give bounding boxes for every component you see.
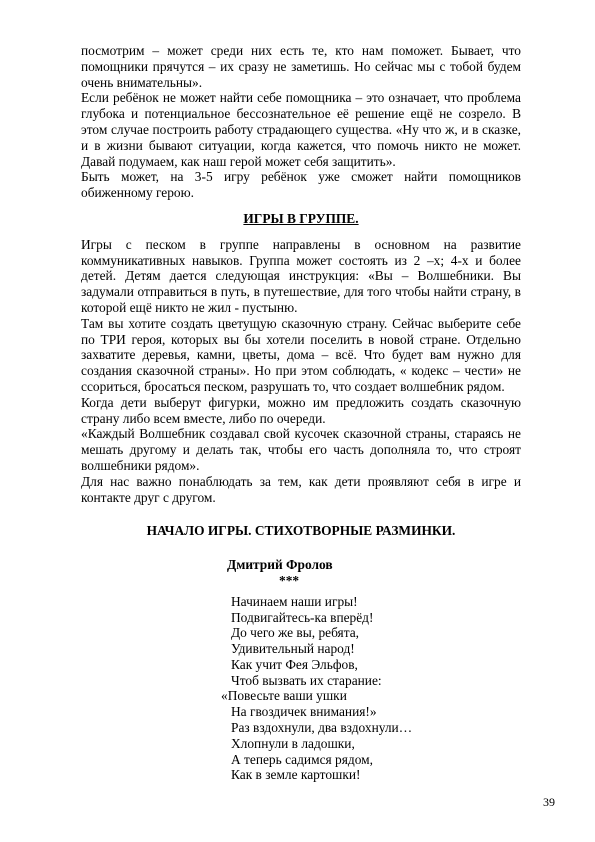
- poem-line: А теперь садимся рядом,: [231, 751, 373, 767]
- poem-line: Как в земле картошки!: [231, 767, 361, 783]
- page-number: 39: [543, 795, 555, 809]
- paragraph: Игры с песком в группе направлены в основном на развитие коммуникативных навыков. Группа может состоять из 2 –х; 4-х и более детей. Детям дается следующая инструкция: «Вы – Волшебники. Вы задумали отправиться в путь, в путешествие, для того чтобы найти страну, в которой ещё никто не жил - пустыню.: [81, 236, 521, 315]
- poem-line: Хлопнули в ладошки,: [231, 735, 355, 751]
- paragraph: Быть может, на 3-5 игру ребёнок уже сможет найти помощников обиженному герою.: [81, 169, 521, 201]
- section-heading-group-games: ИГРЫ В ГРУППЕ.: [243, 210, 359, 226]
- poem-line: На гвоздичек внимания!»: [231, 704, 377, 720]
- paragraph: Если ребёнок не может найти себе помощника – это означает, что проблема глубока и потенциальное бессознательное её решение ещё не созрело. В этом случае построить работу страдающего существа. «Ну что ж, и в сказке, и в жизни бывают ситуации, когда кажется, что помочь никто не может. Давай подумаем, как наш герой может себя защитить».: [81, 90, 521, 169]
- paragraph: Для нас важно понаблюдать за тем, как дети проявляют себя в игре и контакте друг с другом.: [81, 473, 521, 505]
- poem-line: Начинаем наши игры!: [231, 593, 358, 609]
- paragraph: Когда дети выберут фигурки, можно им предложить создать сказочную страну либо всем вместе, либо по очереди.: [81, 394, 521, 426]
- poem-line: Удивительный народ!: [231, 641, 355, 657]
- poem-line: Чтоб вызвать их старание:: [231, 672, 382, 688]
- poem-author: Дмитрий Фролов: [227, 557, 333, 573]
- poem-line: До чего же вы, ребята,: [231, 625, 360, 641]
- poem-line: Подвигайтесь-ка вперёд!: [231, 609, 374, 625]
- poem-separator: ***: [279, 572, 300, 588]
- paragraph: «Каждый Волшебник создавал свой кусочек сказочной страны, стараясь не мешать другому и делать так, чтобы его часть дополняла то, что строят волшебники рядом».: [81, 426, 521, 473]
- poem-line: «Повесьте ваши ушки: [221, 688, 347, 704]
- paragraph: посмотрим – может среди них есть те, кто нам поможет. Бывает, что помощники прячутся – их сразу не заметишь. Но сейчас мы с тобой будем очень внимательны».: [81, 43, 521, 90]
- poem-line: Раз вздохнули, два вздохнули…: [231, 720, 413, 736]
- poem: [221, 557, 521, 783]
- body-text: [81, 43, 521, 783]
- section-heading-game-start: НАЧАЛО ИГРЫ. СТИХОТВОРНЫЕ РАЗМИНКИ.: [146, 523, 456, 539]
- poem-line: Как учит Фея Эльфов,: [231, 656, 358, 672]
- paragraph: Там вы хотите создать цветущую сказочную страну. Сейчас выберите себе по ТРИ героя, которых вы бы хотели поселить в новой стране. Отдельно захватите деревья, камни, цветы, дома – всё. Что будет вам нужно для создания сказочной страны». Но при этом соблюдать, « кодекс – чести» не ссориться, бросаться песком, разрушать то, что создает волшебник рядом.: [81, 315, 521, 394]
